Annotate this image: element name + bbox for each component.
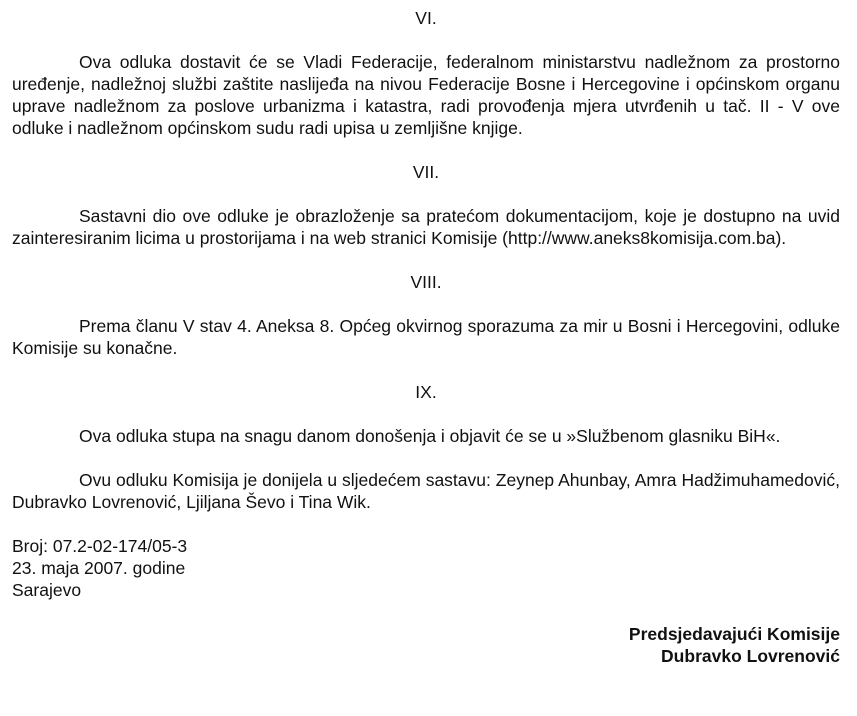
- section-text-viii: Prema članu V stav 4. Aneksa 8. Općeg okvirnog sporazuma za mir u Bosni i Hercegovini, odluke Komisije su konačne.: [12, 316, 840, 358]
- section-text-vi: Ova odluka dostavit će se Vladi Federacije, federalnom ministarstvu nadležnom za prostorno uređenje, nadležnoj službi zaštite naslijeđa na nivou Federacije Bosne i Hercegovine i općinskom organu uprave nadležnom za poslove urbanizma i katastra, radi provođenja mjera utvrđenih u tač. II - V ove odluke i nadležnom općinskom sudu radi upisa u zemljišne knjige.: [12, 52, 840, 138]
- document-number: Broj: 07.2-02-174/05-3: [12, 536, 188, 556]
- section-text-ix: Ova odluka stupa na snagu danom donošenja i objavit će se u »Službenom glasniku BiH«.: [79, 426, 781, 446]
- document-place: Sarajevo: [12, 580, 82, 600]
- signature-name: Dubravko Lovrenović: [661, 646, 840, 666]
- composition-paragraph: Ovu odluku Komisija je donijela u sljedećem sastavu: Zeynep Ahunbay, Amra Hadžimuhamedović, Dubravko Lovrenović, Ljiljana Ševo i Tina Wik.: [12, 470, 840, 512]
- section-heading-vi: VI.: [415, 8, 437, 28]
- section-heading-ix: IX.: [415, 382, 437, 402]
- section-heading-vii: VII.: [412, 162, 440, 182]
- document-date: 23. maja 2007. godine: [12, 558, 186, 578]
- document-page: [12, 7, 840, 667]
- section-heading-viii: VIII.: [410, 272, 442, 292]
- signature-title: Predsjedavajući Komisije: [628, 624, 840, 644]
- section-text-vii: Sastavni dio ove odluke je obrazloženje sa pratećom dokumentacijom, koje je dostupno na uvid zainteresiranim licima u prostorijama i na web stranici Komisije (http://www.aneks8komisija.com.ba).: [12, 206, 840, 248]
